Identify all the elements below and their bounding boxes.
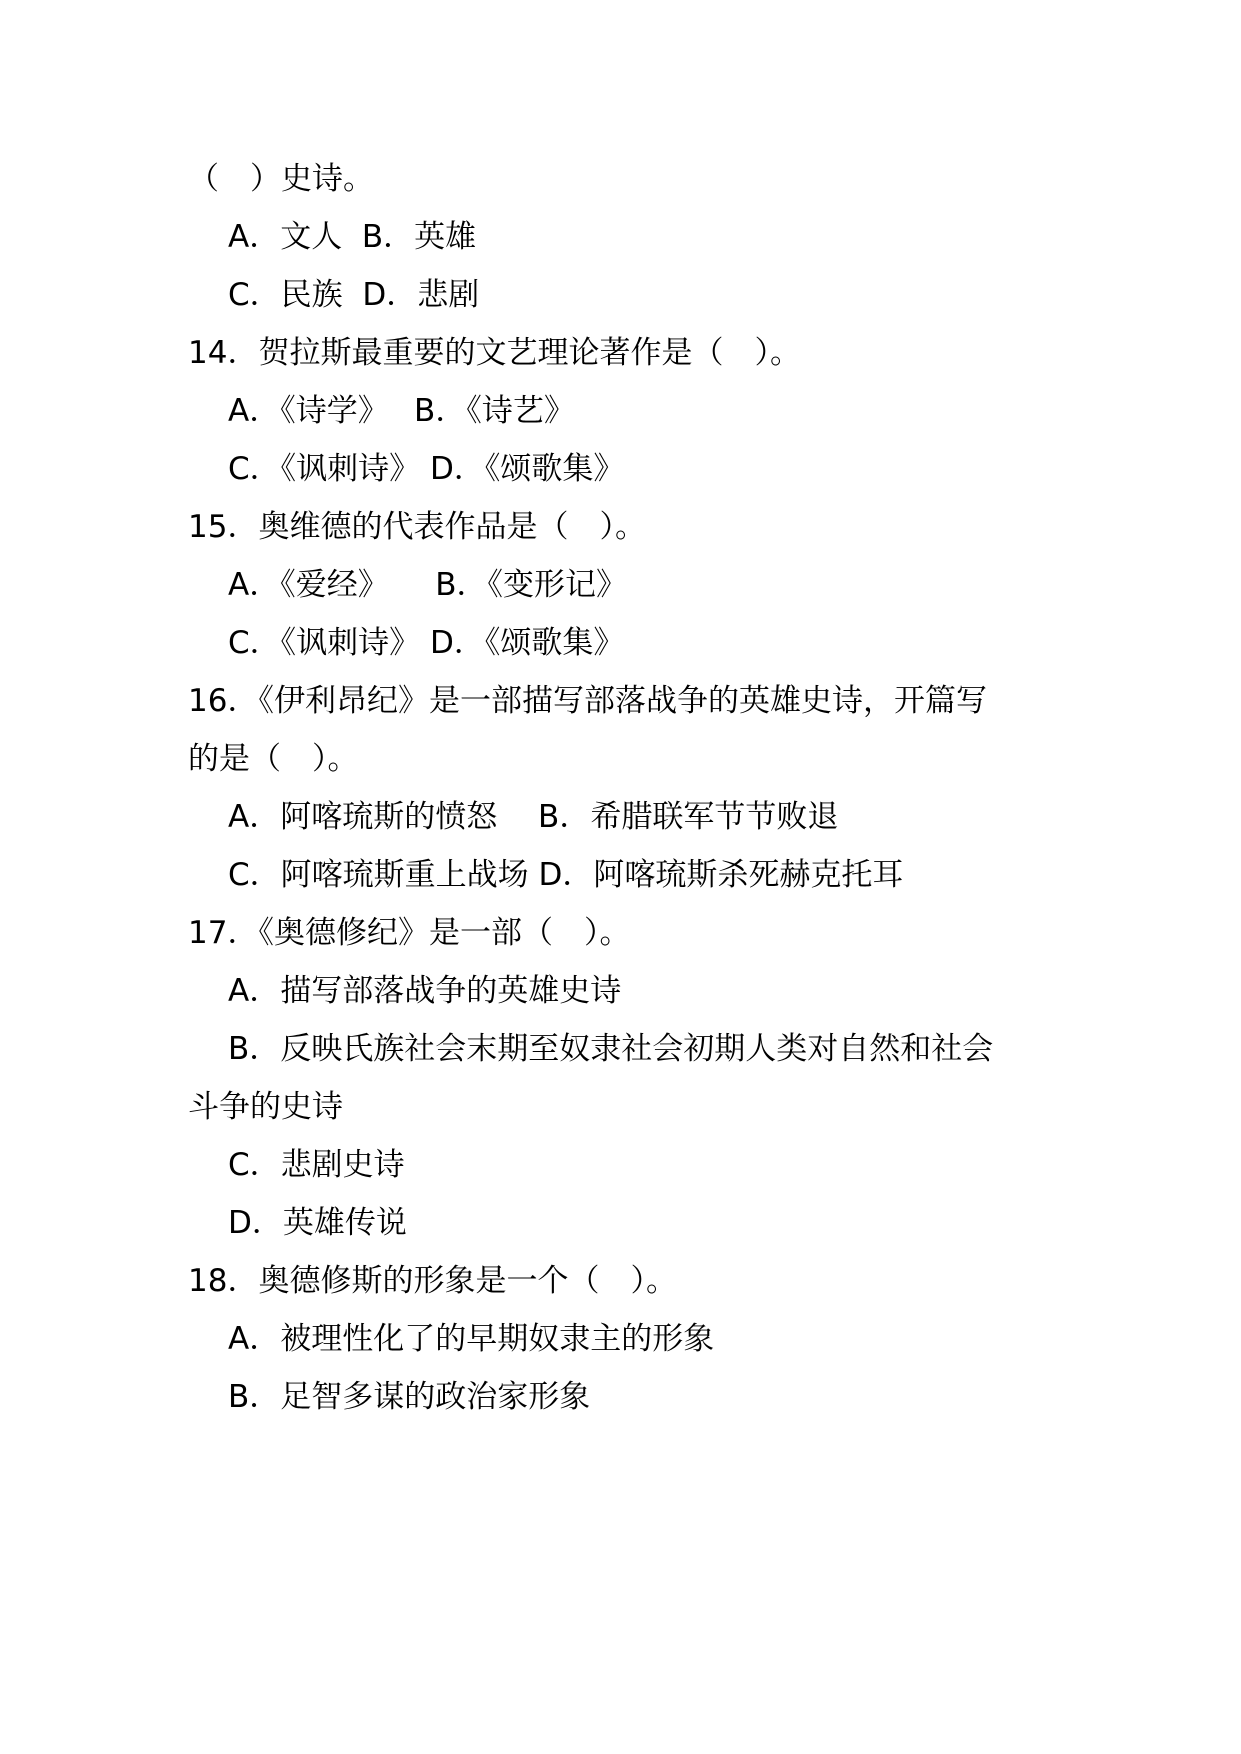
question-14-options-cd: C．《讽刺诗》 D．《颂歌集》 bbox=[228, 451, 625, 487]
question-16-stem: 16．《伊利昂纪》是一部描写部落战争的英雄史诗，开篇写 bbox=[188, 683, 987, 719]
question-16-stem-cont: 的是（ ）。 bbox=[188, 741, 359, 777]
question-17-option-d: D．英雄传说 bbox=[228, 1205, 407, 1241]
question-13-options-ab: A．文人 B．英雄 bbox=[228, 219, 477, 255]
question-14-stem: 14．贺拉斯最重要的文艺理论著作是（ ）。 bbox=[188, 335, 801, 371]
question-17-option-c: C．悲剧史诗 bbox=[228, 1147, 405, 1183]
question-13-options-cd: C．民族 D．悲剧 bbox=[228, 277, 480, 313]
question-15-options-cd: C．《讽刺诗》 D．《颂歌集》 bbox=[228, 625, 625, 661]
question-17-option-b-cont: 斗争的史诗 bbox=[188, 1089, 343, 1125]
question-16-options-cd: C．阿喀琉斯重上战场 D．阿喀琉斯杀死赫克托耳 bbox=[228, 857, 904, 893]
question-15-options-ab: A．《爱经》 B．《变形记》 bbox=[228, 567, 627, 603]
question-18-option-a: A．被理性化了的早期奴隶主的形象 bbox=[228, 1321, 715, 1357]
question-15-stem: 15．奥维德的代表作品是（ ）。 bbox=[188, 509, 646, 545]
question-17-stem: 17．《奥德修纪》是一部（ ）。 bbox=[188, 915, 631, 951]
question-18-stem: 18．奥德修斯的形象是一个（ ）。 bbox=[188, 1263, 677, 1299]
question-13-stem-end: （ ）史诗。 bbox=[188, 161, 374, 197]
question-17-option-b: B．反映氏族社会末期至奴隶社会初期人类对自然和社会 bbox=[228, 1031, 994, 1067]
question-14-options-ab: A．《诗学》 B．《诗艺》 bbox=[228, 393, 575, 429]
question-18-option-b: B．足智多谋的政治家形象 bbox=[228, 1379, 591, 1415]
question-16-options-ab: A．阿喀琉斯的愤怒 B．希腊联军节节败退 bbox=[228, 799, 839, 835]
question-17-option-a: A．描写部落战争的英雄史诗 bbox=[228, 973, 622, 1009]
